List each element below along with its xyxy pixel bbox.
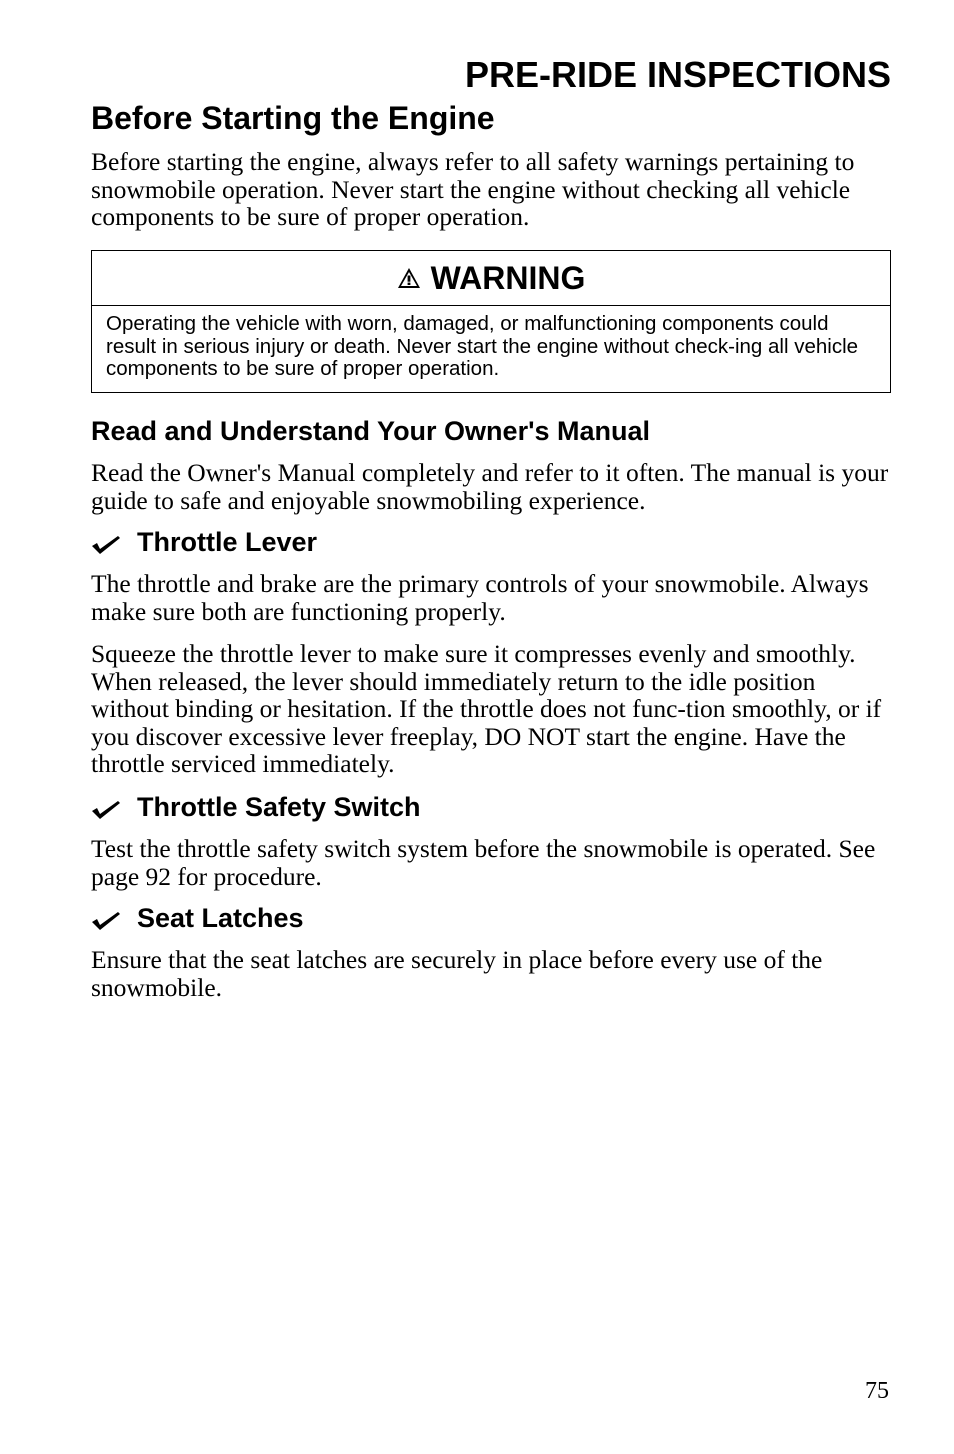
seat-latches-title: Seat Latches xyxy=(137,903,304,933)
seat-latches-heading xyxy=(91,902,304,934)
warning-text: Operating the vehicle with worn, damaged, or malfunctioning components could result in serious injury or death. Never start the engine without check-ing all vehicle components to be sure of proper operation. xyxy=(106,312,859,380)
checkmark-icon xyxy=(91,531,121,553)
checkmark-icon xyxy=(91,796,121,818)
throttle-safety-paragraph: Test the throttle safety switch system before the snowmobile is operated. See page 92 for procedure. xyxy=(91,834,876,891)
throttle-lever-paragraph-2: Squeeze the throttle lever to make sure it compresses evenly and smoothly. When released, the lever should immediately return to the idle position without binding or hesitation. If the throttle does not func-tion smoothly, or if you discover excessive lever freeplay, DO NOT start the engine. Have the throttle serviced immediately. xyxy=(91,639,882,778)
chapter-title: PRE-RIDE INSPECTIONS xyxy=(464,54,891,95)
warning-box xyxy=(91,250,891,393)
seat-latches-paragraph: Ensure that the seat latches are securely in place before every use of the snowmobile. xyxy=(91,945,823,1002)
warning-title: WARNING xyxy=(430,259,586,296)
throttle-safety-title: Throttle Safety Switch xyxy=(137,792,421,822)
warning-triangle-icon xyxy=(397,267,421,289)
throttle-lever-title: Throttle Lever xyxy=(137,527,318,557)
throttle-safety-heading xyxy=(91,791,421,823)
warning-header xyxy=(92,251,890,306)
manual-heading: Read and Understand Your Owner's Manual xyxy=(91,416,651,446)
checkmark-icon xyxy=(91,907,121,929)
throttle-lever-heading xyxy=(91,526,317,558)
section-title: Before Starting the Engine xyxy=(91,100,495,136)
manual-paragraph: Read the Owner's Manual completely and refer to it often. The manual is your guide to safe and enjoyable snowmobiling experience. xyxy=(91,458,889,515)
throttle-lever-paragraph-1: The throttle and brake are the primary controls of your snowmobile. Always make sure both are functioning properly. xyxy=(91,569,869,626)
intro-paragraph: Before starting the engine, always refer to all safety warnings pertaining to snowmobile operation. Never start the engine without checking all vehicle components to be sure of proper operation. xyxy=(91,147,855,231)
page-number: 75 xyxy=(865,1378,889,1404)
manual-page xyxy=(91,0,891,1454)
